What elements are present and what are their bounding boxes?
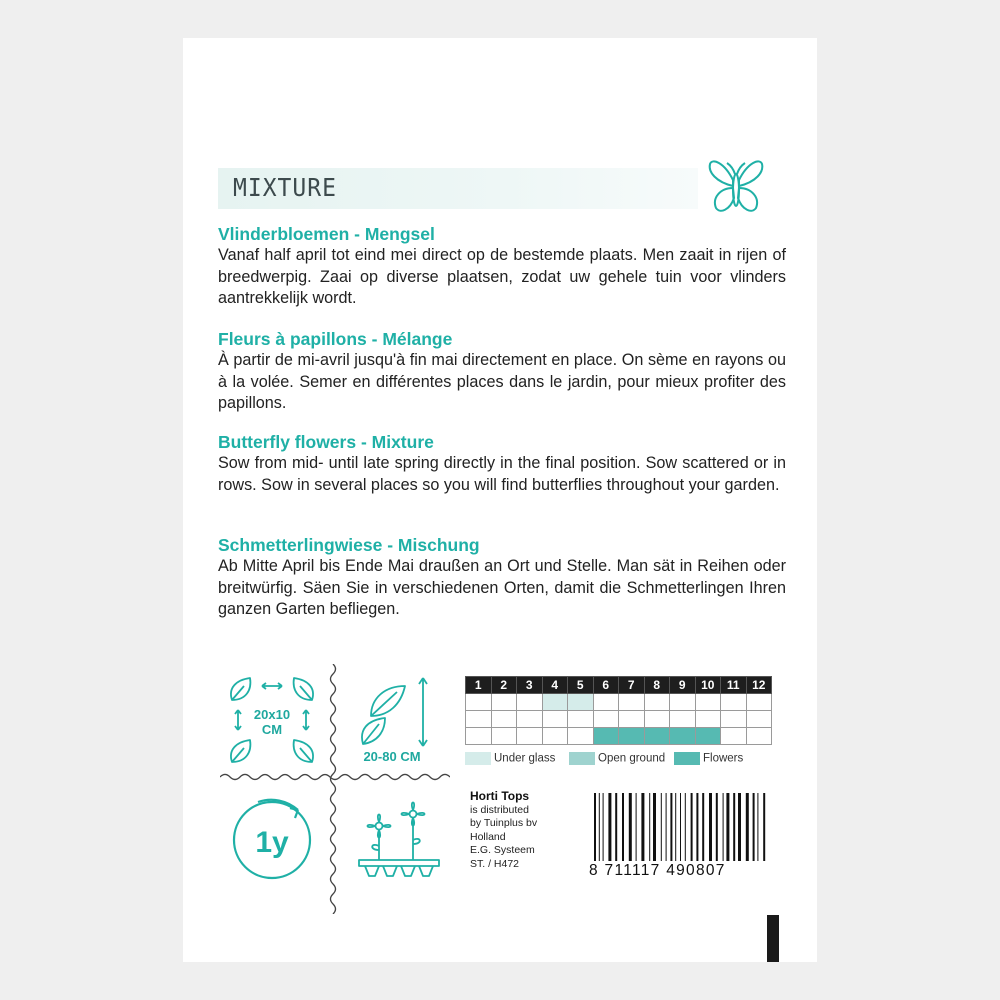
spacing-label [250,707,294,737]
calendar-header-row [466,677,772,694]
month-cell: 8 [644,677,670,694]
legend-under-glass [465,752,555,765]
section-dutch [218,224,786,310]
barcode [592,793,772,861]
section-title: Vlinderbloemen - Mengsel [218,224,435,244]
legend-label: Open ground [598,752,666,765]
calendar-cell [491,728,517,745]
calendar-cell [721,711,747,728]
butterfly-icon [706,158,766,216]
calendar-cell [644,694,670,711]
calendar-cell [721,728,747,745]
mixture-label: MIXTURE [233,174,337,203]
calendar-row-open-ground [466,711,772,728]
annual-lifecycle-icon [226,794,318,886]
month-cell: 1 [466,677,492,694]
calendar-cell [670,711,696,728]
legend-label: Flowers [703,752,744,765]
vertical-divider [326,664,340,914]
calendar-cell [491,694,517,711]
month-cell: 9 [670,677,696,694]
calendar-cell [695,728,721,745]
calendar-row-under-glass [466,694,772,711]
legend-flowers [674,752,743,765]
calendar-row-flowers [466,728,772,745]
distributor-line: by Tuinplus bv [470,817,538,829]
calendar-cell [695,711,721,728]
section-french [218,329,786,415]
section-title: Butterfly flowers - Mixture [218,432,434,452]
calendar-cell [517,728,543,745]
distributor-line: ST. / H472 [470,857,520,870]
section-title: Fleurs à papillons - Mélange [218,329,453,349]
month-cell: 7 [619,677,645,694]
calendar-cell [670,728,696,745]
calendar-cell [619,694,645,711]
plant-height-icon [355,672,435,752]
horizontal-divider [220,771,450,783]
calendar-cell [644,728,670,745]
calendar-cell [517,711,543,728]
month-cell: 2 [491,677,517,694]
month-cell: 12 [746,677,772,694]
legend-open-ground [569,752,665,765]
month-cell: 11 [721,677,747,694]
calendar-cell [593,728,619,745]
packet-edge-mark [767,915,779,962]
calendar-cell [568,694,594,711]
height-label: 20-80 CM [363,749,421,764]
calendar-cell [568,711,594,728]
month-cell: 10 [695,677,721,694]
section-german [218,535,786,621]
lifecycle-value: 1y [255,826,289,859]
month-cell: 6 [593,677,619,694]
calendar-cell [746,694,772,711]
calendar-cell [593,711,619,728]
calendar-cell [593,694,619,711]
calendar-cell [746,711,772,728]
barcode-number: 8 711117 490807 [589,862,726,879]
legend-label: Under glass [494,752,556,765]
calendar-cell [466,694,492,711]
calendar-cell [670,694,696,711]
brand-name: Horti Tops [470,789,530,803]
calendar-cell [542,728,568,745]
section-text: Sow from mid- until late spring directly in the final position. Sow scattered or in rows. Sow in several places so you will find butterflies throughout your garden. [218,454,786,494]
legend-swatch [674,752,700,765]
seedling-tray-icon [355,800,443,880]
section-text: Vanaf half april tot eind mei direct op de bestemde plaats. Men zaait in rijen of breedwerpig. Zaai op diverse plaatsen, zodat uw gehele tuin voor vlinders aantrekkelijk wordt. [218,246,786,307]
section-english [218,432,786,496]
calendar-cell [466,728,492,745]
calendar-cell [491,711,517,728]
legend-swatch [465,752,491,765]
legend-swatch [569,752,595,765]
distributor-line: is distributed [470,803,529,816]
calendar-cell [542,711,568,728]
calendar-cell [619,711,645,728]
calendar-cell [542,694,568,711]
section-text: Ab Mitte April bis Ende Mai draußen an Ort und Stelle. Man sät in Reihen oder breitwürfig. Säen Sie in verschiedenen Orten, damit die Schmetterlingen Ihren ganzen Garten befliegen. [218,557,786,618]
calendar-cell [568,728,594,745]
calendar-cell [619,728,645,745]
spacing-value: 20x10 [253,707,291,722]
section-title: Schmetterlingwiese - Mischung [218,535,480,555]
calendar-cell [746,728,772,745]
calendar-cell [466,711,492,728]
spacing-unit: CM [261,722,283,737]
distributor-line: Holland [470,830,506,843]
calendar-cell [721,694,747,711]
month-cell: 3 [517,677,543,694]
distributor-line: E.G. Systeem [470,844,535,856]
section-text: À partir de mi-avril jusqu'à fin mai directement en place. On sème en rayons ou à la volée. Semer en différentes places dans le jardin, pour mieux profiter des papillons. [218,351,786,412]
month-cell: 5 [568,677,594,694]
calendar-cell [517,694,543,711]
sowing-calendar [465,676,772,745]
calendar-cell [644,711,670,728]
distributor-info [470,790,537,871]
month-cell: 4 [542,677,568,694]
calendar-cell [695,694,721,711]
